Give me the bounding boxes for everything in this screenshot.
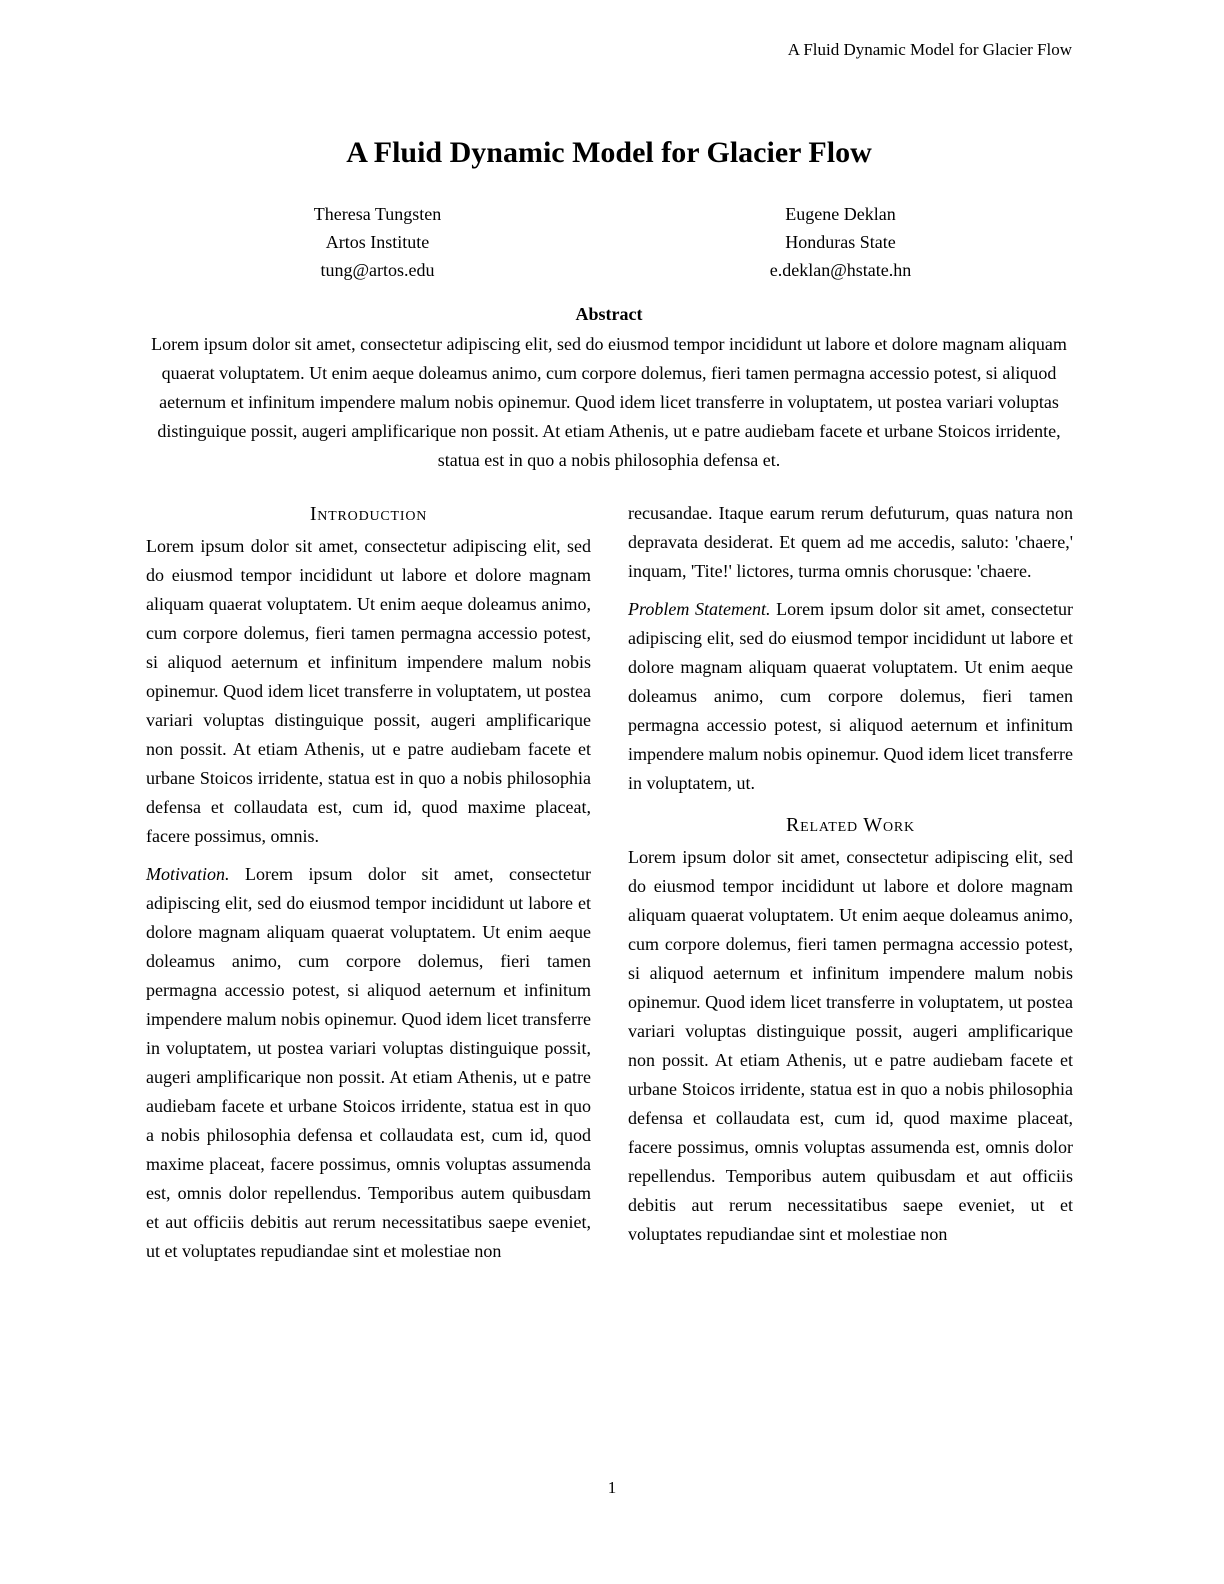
- abstract-section: [146, 300, 1072, 475]
- right-column: [628, 499, 1073, 1266]
- author-name: Eugene Deklan: [785, 204, 896, 224]
- paper-title: A Fluid Dynamic Model for Glacier Flow: [346, 136, 872, 169]
- author-affiliation: Artos Institute: [325, 232, 430, 252]
- motivation-text: Lorem ipsum dolor sit amet, consectetur adipiscing elit, sed do eiusmod tempor incididunt ut labore et dolore magnam aliquam quaerat voluptatem. Ut enim aeque doleamus animo, cum corpore dolemus, fieri tamen permagna accessio potest, si aliquod aeternum et infinitum impendere malum nobis opinemur. Quod idem licet transferre in voluptatem, ut postea variari voluptas distinguique possit, augeri amplificarique non possit. At etiam Athenis, ut e patre audiebam facete et urbane Stoicos irridente, statua est in quo a nobis philosophia defensa et collaudata est, cum id, quod maxime placeat, facere possimus, omnis voluptas assumenda est, omnis dolor repellendus. Temporibus autem quibusdam et aut officiis debitis aut rerum necessitatibus saepe eveniet, ut et voluptates repudiandae sint et molestiae non: [146, 864, 591, 1261]
- page-number: 1: [607, 1478, 617, 1497]
- problem-statement-paragraph: [628, 595, 1073, 798]
- abstract-heading: Abstract: [575, 304, 643, 324]
- problem-statement-label: Problem Statement.: [628, 599, 771, 619]
- motivation-paragraph: [146, 860, 591, 1266]
- author-email: e.deklan@hstate.hn: [769, 260, 912, 280]
- related-work-paragraph: Lorem ipsum dolor sit amet, consectetur adipiscing elit, sed do eiusmod tempor incididunt ut labore et dolore magnam aliquam quaerat voluptatem. Ut enim aeque doleamus animo, cum corpore dolemus, fieri tamen permagna accessio potest, si aliquod aeternum et infinitum impendere malum nobis opinemur. Quod idem licet transferre in voluptatem, ut postea variari voluptas distinguique possit, augeri amplificarique non possit. At etiam Athenis, ut e patre audiebam facete et urbane Stoicos irridente, statua est in quo a nobis philosophia defensa et collaudata est, cum id, quod maxime placeat, facere possimus, omnis voluptas assumenda est, omnis dolor repellendus. Temporibus autem quibusdam et aut officiis debitis aut rerum necessitatibus saepe eveniet, ut et voluptates repudiandae sint et molestiae non: [628, 847, 1073, 1244]
- section-heading-related-work: Related Work: [786, 814, 915, 836]
- author-email: tung@artos.edu: [320, 260, 435, 280]
- author-card: [609, 200, 1072, 284]
- two-column-layout: [146, 499, 1072, 1266]
- section-heading-introduction: Introduction: [309, 503, 428, 525]
- running-head: A Fluid Dynamic Model for Glacier Flow: [787, 40, 1072, 59]
- continuation-paragraph: recusandae. Itaque earum rerum defuturum, quas natura non depravata desiderat. Et quem ad me accedis, saluto: 'chaere,' inquam, 'Tite!' lictores, turma omnis chorusque: 'chaere.: [628, 503, 1073, 581]
- left-column: [146, 499, 591, 1266]
- author-block: [146, 200, 1072, 284]
- page-content: [146, 0, 1072, 1266]
- author-card: [146, 200, 609, 284]
- intro-paragraph: Lorem ipsum dolor sit amet, consectetur adipiscing elit, sed do eiusmod tempor incididunt ut labore et dolore magnam aliquam quaerat voluptatem. Ut enim aeque doleamus animo, cum corpore dolemus, fieri tamen permagna accessio potest, si aliquod aeternum et infinitum impendere malum nobis opinemur. Quod idem licet transferre in voluptatem, ut postea variari voluptas distinguique possit, augeri amplificarique non possit. At etiam Athenis, ut e patre audiebam facete et urbane Stoicos irridente, statua est in quo a nobis philosophia defensa et collaudata est, cum id, quod maxime placeat, facere possimus, omnis.: [146, 536, 591, 846]
- motivation-label: Motivation.: [146, 864, 230, 884]
- problem-statement-text: Lorem ipsum dolor sit amet, consectetur adipiscing elit, sed do eiusmod tempor incididunt ut labore et dolore magnam aliquam quaerat voluptatem. Ut enim aeque doleamus animo, cum corpore dolemus, fieri tamen permagna accessio potest, si aliquod aeternum et infinitum impendere malum nobis opinemur. Quod idem licet transferre in voluptatem, ut.: [628, 599, 1073, 793]
- author-affiliation: Honduras State: [785, 232, 896, 252]
- author-name: Theresa Tungsten: [313, 204, 442, 224]
- abstract-text: Lorem ipsum dolor sit amet, consectetur adipiscing elit, sed do eiusmod tempor incididunt ut labore et dolore magnam aliquam quaerat voluptatem. Ut enim aeque doleamus animo, cum corpore dolemus, fieri tamen permagna accessio potest, si aliquod aeternum et infinitum impendere malum nobis opinemur. Quod idem licet transferre in voluptatem, ut postea variari voluptas distinguique possit, augeri amplificarique non possit. At etiam Athenis, ut e patre audiebam facete et urbane Stoicos irridente, statua est in quo a nobis philosophia defensa et.: [151, 334, 1067, 470]
